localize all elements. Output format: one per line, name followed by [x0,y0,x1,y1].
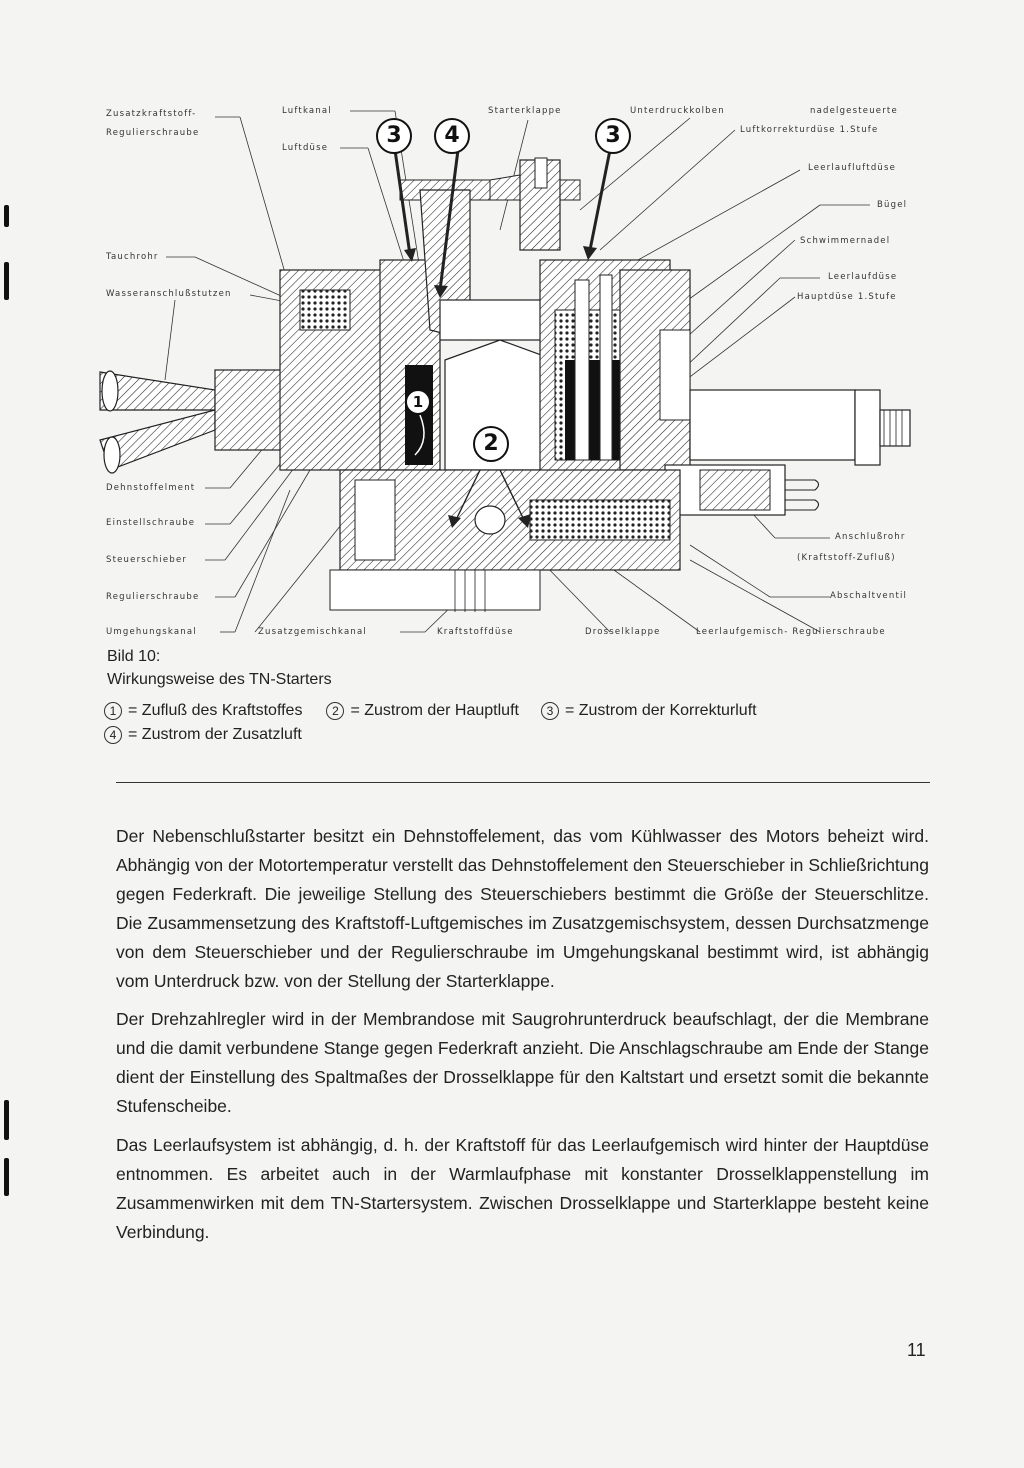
legend-text: = Zustrom der Zusatzluft [128,726,302,743]
label-kraftstoffduese: Kraftstoffdüse [437,627,514,637]
caption-title: Bild 10: [107,648,161,665]
page-number: 11 [907,1340,926,1360]
paragraph: Das Leerlaufsystem ist abhängig, d. h. der Kraftstoff für das Leerlaufgemisch wird hinter der Hauptdüse entnommen. Es arbeitet auch in der Warmlaufphase mit konstanter Drosselklappenstellung im Zusammenwirken mit dem TN-Startersystem. Zwischen Drosselklappe und Starterklappe besteht keine Verbindung. [116,1135,929,1242]
legend-row [104,723,757,747]
label-leerlaufluftduese: Leerlaufluftdüse [808,163,897,173]
circled-number-icon: 1 [104,702,122,720]
legend-text: = Zustrom der Hauptluft [350,702,519,719]
marker-1-icon: 1 [405,389,431,415]
circled-number-icon: 3 [541,702,559,720]
legend-item [326,702,519,720]
label-abschaltventil: Abschaltventil [830,591,908,601]
label-luftduese: Luftdüse [282,143,329,153]
paragraph: Der Nebenschlußstarter besitzt ein Dehnstoffelement, das vom Kühlwasser des Motors beheizt wird. Abhängig von der Motortemperatur verstellt das Dehnstoffelement den Steuerschieber in Schließrichtung gegen Federkraft. Die jeweilige Stellung des Steuerschiebers bestimmt die Größe der Steuerschlitze. Die Zusammensetzung des Kraftstoff-Luftgemisches im Zusatzgemischsystem, dessen Durchsatzmenge von dem Steuerschieber und der Regulierschraube im Umgehungskanal bestimmt wird, ist abhängig vom Unterdruck bzw. von der Stellung der Starterklappe. [116,826,929,991]
label-dehnstoffelment: Dehnstoffelment [106,483,196,493]
legend-item [541,702,757,720]
label-leerlaufduese: Leerlaufdüse [828,272,898,282]
label-drosselklappe: Drosselklappe [585,627,661,637]
legend-row [104,699,757,723]
label-regulierschraube-bottom: Regulierschraube [106,592,200,602]
label-regulierschraube-top: Regulierschraube [106,128,200,138]
circled-number-icon: 2 [326,702,344,720]
marker-4-icon: 4 [434,118,470,154]
legend-text: = Zufluß des Kraftstoffes [128,702,303,719]
body-text [116,822,929,1257]
marker-3-icon: 3 [376,118,412,154]
label-luftkorrekturduese: Luftkorrekturdüse 1.Stufe [740,125,879,135]
carburetor-body [280,150,910,612]
legend-text: = Zustrom der Korrekturluft [564,702,757,719]
circled-number-icon: 4 [104,726,122,744]
label-buegel: Bügel [877,200,908,210]
carburetor-drawing [0,0,1024,645]
paragraph: Der Drehzahlregler wird in der Membrandose mit Saugrohrunterdruck beaufschlagt, der die Membrane und die damit verbundene Stange gegen Federkraft anzieht. Die Anschlagschraube am Ende der Stange dient der Einstellung des Spaltmaßes der Drosselklappe für den Kaltstart und ersetzt somit die bekannte Stufenscheibe. [116,1009,929,1117]
label-leerlaufgemisch-regulierschraube: Leerlaufgemisch- Regulierschraube [696,627,886,637]
caption-subtitle: Wirkungsweise des TN-Starters [107,671,332,688]
label-wasseranschluss: Wasseranschlußstutzen [106,289,232,299]
label-zusatzkraftstoff: Zusatzkraftstoff- [106,109,197,119]
label-starterklappe: Starterklappe [488,106,562,116]
label-zusatzgemischkanal: Zusatzgemischkanal [258,627,367,637]
label-nadelgesteuerte: nadelgesteuerte [810,106,898,116]
figure-caption [107,645,332,691]
marker-2-icon: 2 [473,426,509,462]
label-kraftstoff-zufluss: (Kraftstoff-Zufluß) [797,553,896,563]
marker-3-icon: 3 [595,118,631,154]
label-schwimmernadel: Schwimmernadel [800,236,891,246]
label-hauptduese: Hauptdüse 1.Stufe [797,292,897,302]
divider [116,782,930,783]
label-tauchrohr: Tauchrohr [106,252,159,262]
label-luftkanal: Luftkanal [282,106,332,116]
label-umgehungskanal: Umgehungskanal [106,627,197,637]
binder-mark [4,1100,9,1140]
binder-mark [4,1158,9,1196]
label-steuerschieber: Steuerschieber [106,555,188,565]
legend-item [104,702,302,720]
carburetor-diagram [0,0,1024,645]
label-einstellschraube: Einstellschraube [106,518,196,528]
figure-legend [104,699,757,747]
label-anschlussrohr: Anschlußrohr [835,532,906,542]
label-unterdruckkolben: Unterdruckkolben [630,106,725,116]
legend-item [104,726,302,744]
